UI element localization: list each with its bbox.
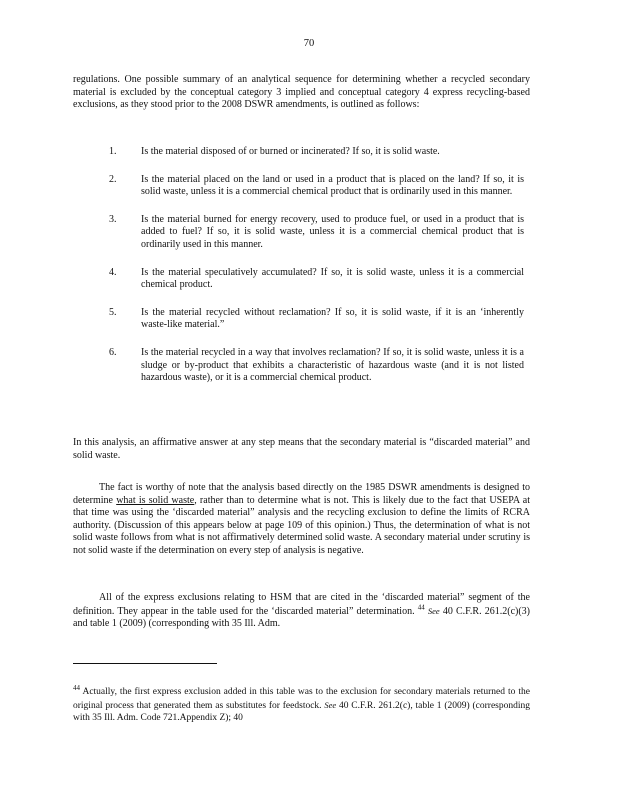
- step-text: Is the material speculatively accumulated? If so, it is solid waste, unless it is a commercial chemical product.: [141, 266, 524, 291]
- see-signal: See: [427, 605, 440, 616]
- step-text: Is the material recycled in a way that involves reclamation? If so, it is solid waste, unless it is a sludge or by-product that exhibits a characteristic of hazardous waste (and it is not listed hazardous waste), or it is a commercial chemical product.: [141, 346, 524, 384]
- step-text: Is the material disposed of or burned or incinerated? If so, it is solid waste.: [141, 146, 440, 157]
- footnote: [73, 683, 530, 725]
- step-number: 4.: [109, 266, 117, 278]
- step-text: Is the material burned for energy recovery, used to produce fuel, or used in a product that is added to fuel? If so, it is solid waste, unless it is a commercial chemical product that is ordinarily used in this manner.: [141, 213, 524, 250]
- underlined-phrase: what is solid waste: [116, 494, 195, 506]
- analysis-note-paragraph: [73, 482, 530, 558]
- footnote-citation: 40 C.F.R. 261.2(c), table 1 (2009) (corresponding with 35 Ill. Adm. Code 721.Appendix Z); 40: [73, 700, 530, 723]
- conclusion-paragraph: In this analysis, an affirmative answer at any step means that the secondary material is “discarded material” and solid waste.: [73, 437, 530, 461]
- intro-paragraph: regulations. One possible summary of an analytical sequence for determining whether a recycled secondary material is excluded by the conceptual category 3 implied and conceptual category 4 express recycling-based exclusions, as they stood prior to the 2008 DSWR amendments, is outlined as follows:: [73, 74, 530, 111]
- list-item: [73, 347, 530, 385]
- para2-before: The fact is worthy of note that the analysis based directly on the 1985 DSWR amendments is designed to determine: [73, 482, 530, 506]
- footnote-text: Actually, the first express exclusion added in this table was to the exclusion for secondary materials returned to the original process that generated them as substitutes for feedstock.: [73, 687, 530, 711]
- footnote-divider: [73, 663, 217, 664]
- step-number: 6.: [109, 346, 117, 358]
- page-number: 70: [303, 38, 315, 49]
- step-number: 1.: [109, 146, 117, 157]
- step-number: 3.: [109, 213, 117, 225]
- list-item: [73, 174, 530, 199]
- step-text: Is the material placed on the land or used in a product that is placed on the land? If so, it is solid waste, unless it is a commercial chemical product that is ordinarily used in this manner.: [141, 173, 524, 198]
- step-number: 2.: [109, 173, 117, 185]
- step-number: 5.: [109, 306, 117, 318]
- footnote-mark: 44: [73, 683, 80, 692]
- step-text: Is the material recycled without reclamation? If so, it is solid waste, if it is an ‘inherently waste-like material.”: [141, 306, 524, 331]
- para2-after: , rather than to determine what is not. This is likely due to the fact that USEPA at that time was using the ‘discarded material” analysis and the recycling exclusion to define the limits of RCRA authority. (Discussion of this appears below at page 109 of this opinion.) Thus, the determination of what is not solid waste follows from what is not affirmatively determined solid waste. A secondary material under scrutiny is not solid waste if the determination on every step of analysis is negative.: [73, 494, 531, 556]
- list-item: [73, 267, 530, 292]
- para3-citation: 40 C.F.R. 261.2(c)(3) and table 1 (2009) (corresponding with 35 Ill. Adm.: [73, 605, 531, 630]
- list-item: [73, 307, 530, 332]
- footnote-reference[interactable]: 44: [417, 603, 425, 612]
- para3-text: All of the express exclusions relating to HSM that are cited in the ‘discarded material” segment of the definition. They appear in the table used for the ‘discarded material” determination.: [73, 592, 530, 617]
- analysis-steps-list: [73, 146, 530, 400]
- express-exclusions-paragraph: [73, 592, 530, 631]
- see-signal: See: [324, 699, 337, 710]
- list-item: [73, 146, 530, 159]
- list-item: [73, 214, 530, 252]
